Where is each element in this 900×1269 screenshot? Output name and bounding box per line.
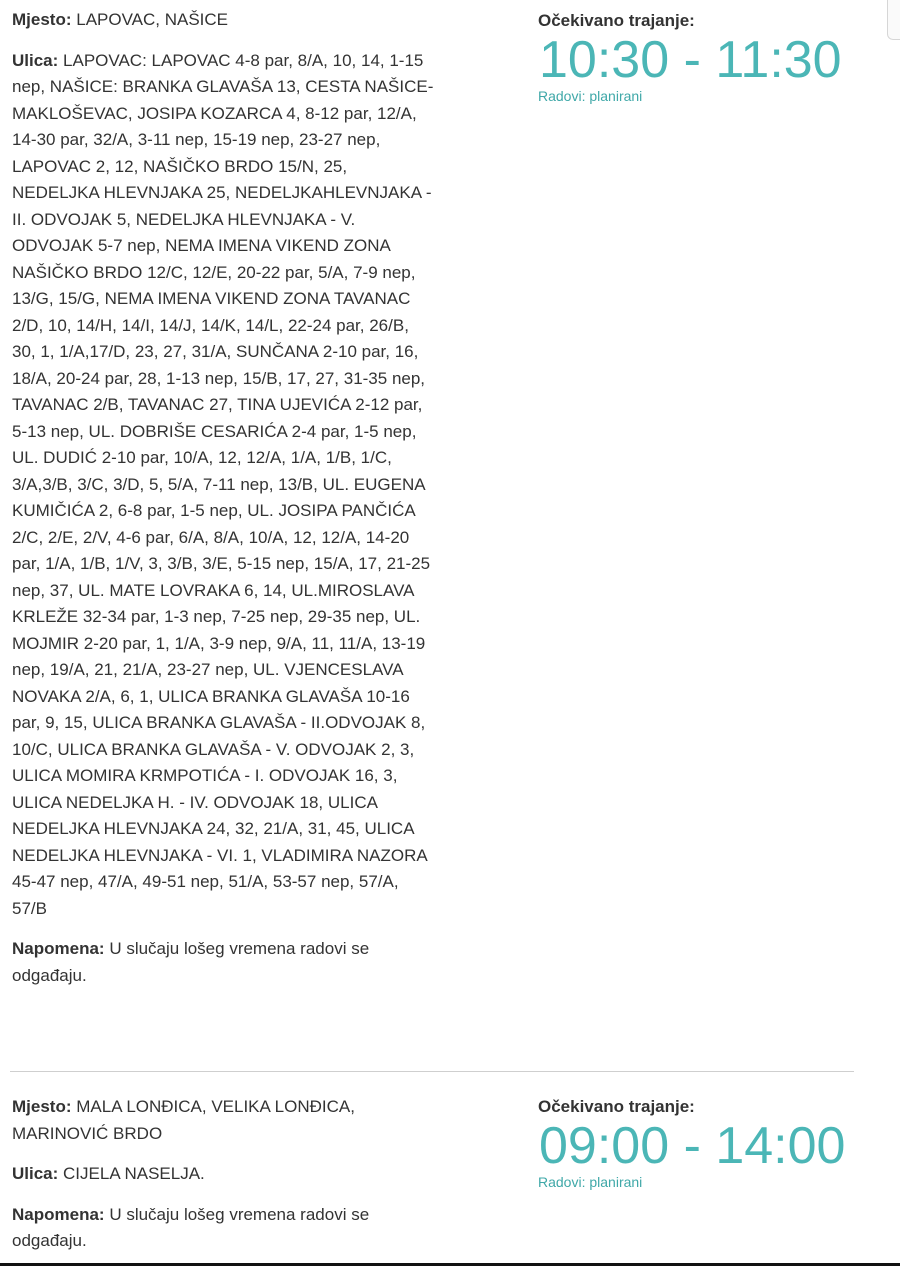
place-field xyxy=(12,7,437,34)
street-field xyxy=(12,48,437,923)
entry-divider xyxy=(10,1071,854,1072)
work-status: Radovi: planirani xyxy=(538,1174,643,1190)
note-value: U slučaju lošeg vremena radovi se odgađaju. xyxy=(12,939,370,985)
note-label: Napomena: xyxy=(12,939,105,958)
street-value: LAPOVAC: LAPOVAC 4-8 par, 8/A, 10, 14, 1-15 nep, NAŠICE: BRANKA GLAVAŠA 13, CESTA NAŠICE-MAKLOŠEVAC, JOSIPA KOZARCA 4, 8-12 par, 12/A, 14-30 par, 32/A, 3-11 nep, 15-19 nep, 23-27 nep, LAPOVAC 2, 12, NAŠIČKO BRDO 15/N, 25, NEDELJKA HLEVNJAKA 25, NEDELJKAHLEVNJAKA - II. ODVOJAK 5, NEDELJKA HLEVNJAKA - V. ODVOJAK 5-7 nep, NEMA IMENA VIKEND ZONA NAŠIČKO BRDO 12/C, 12/E, 20-22 par, 5/A, 7-9 nep, 13/G, 15/G, NEMA IMENA VIKEND ZONA TAVANAC 2/D, 10, 14/H, 14/I, 14/J, 14/K, 14/L, 22-24 par, 26/B, 30, 1, 1/A,17/D, 23, 27, 31/A, SUNČANA 2-10 par, 16, 18/A, 20-24 par, 28, 1-13 nep, 15/B, 17, 27, 31-35 nep, TAVANAC 2/B, TAVANAC 27, TINA UJEVIĆA 2-12 par, 5-13 nep, UL. DOBRIŠE CESARIĆA 2-4 par, 1-5 nep, UL. DUDIĆ 2-10 par, 10/A, 12, 12/A, 1/A, 1/B, 1/C, 3/A,3/B, 3/C, 3/D, 5, 5/A, 7-11 nep, 13/B, UL. EUGENA KUMIČIĆA 2, 6-8 par, 1-5 nep, UL. JOSIPA PANČIĆA 2/C, 2/E, 2/V, 4-6 par, 6/A, 8/A, 10/A, 12, 12/A, 14-20 par, 1/A, 1/B, 1/V, 3, 3/B, 3/E, 5-15 nep, 15/A, 17, 21-25 nep, 37, UL. MATE LOVRAKA 6, 14, UL.MIROSLAVA KRLEŽE 32-34 par, 1-3 nep, 7-25 nep, 29-35 nep, UL. MOJMIR 2-20 par, 1, 1/A, 3-9 nep, 9/A, 11, 11/A, 13-19 nep, 19/A, 21, 21/A, 23-27 nep, UL. VJENCESLAVA NOVAKA 2/A, 6, 1, ULICA BRANKA GLAVAŠA 10-16 par, 9, 15, ULICA BRANKA GLAVAŠA - II.ODVOJAK 8, 10/C, ULICA BRANKA GLAVAŠA - V. ODVOJAK 2, 3, ULICA MOMIRA KRMPOTIĆA - I. ODVOJAK 16, 3, ULICA NEDELJKA H. - IV. ODVOJAK 18, ULICA NEDELJKA HLEVNJAKA 24, 32, 21/A, 31, 45, ULICA NEDELJKA HLEVNJAKA - VI. 1, VLADIMIRA NAZORA 45-47 nep, 47/A, 49-51 nep, 51/A, 53-57 nep, 57/A, 57/B xyxy=(12,50,434,918)
entry-details xyxy=(12,1094,437,1269)
street-label: Ulica: xyxy=(12,1164,59,1183)
note-field xyxy=(12,936,437,989)
place-value: LAPOVAC, NAŠICE xyxy=(76,10,229,29)
note-value: U slučaju lošeg vremena radovi se odgađaju. xyxy=(12,1204,370,1250)
duration-label: Očekivano trajanje: xyxy=(538,1097,695,1116)
duration-panel xyxy=(538,10,858,104)
entry-details xyxy=(12,7,437,1003)
street-value: CIJELA NASELJA. xyxy=(63,1164,205,1183)
duration-panel xyxy=(538,1096,858,1190)
place-field xyxy=(12,1094,437,1147)
scrollbar-thumb[interactable] xyxy=(887,0,900,40)
time-range: 10:30 - 11:30 xyxy=(539,31,842,89)
work-status: Radovi: planirani xyxy=(538,88,643,104)
duration-label: Očekivano trajanje: xyxy=(538,11,695,30)
outage-entry xyxy=(0,1073,855,1263)
place-value: MALA LONĐICA, VELIKA LONĐICA, MARINOVIĆ BRDO xyxy=(12,1097,355,1143)
street-label: Ulica: xyxy=(12,50,59,70)
note-label: Napomena: xyxy=(12,1204,105,1224)
note-field xyxy=(12,1202,437,1255)
street-field xyxy=(12,1161,437,1188)
place-label: Mjesto: xyxy=(12,1097,72,1116)
place-label: Mjesto: xyxy=(12,10,72,29)
time-range: 09:00 - 14:00 xyxy=(539,1117,846,1175)
